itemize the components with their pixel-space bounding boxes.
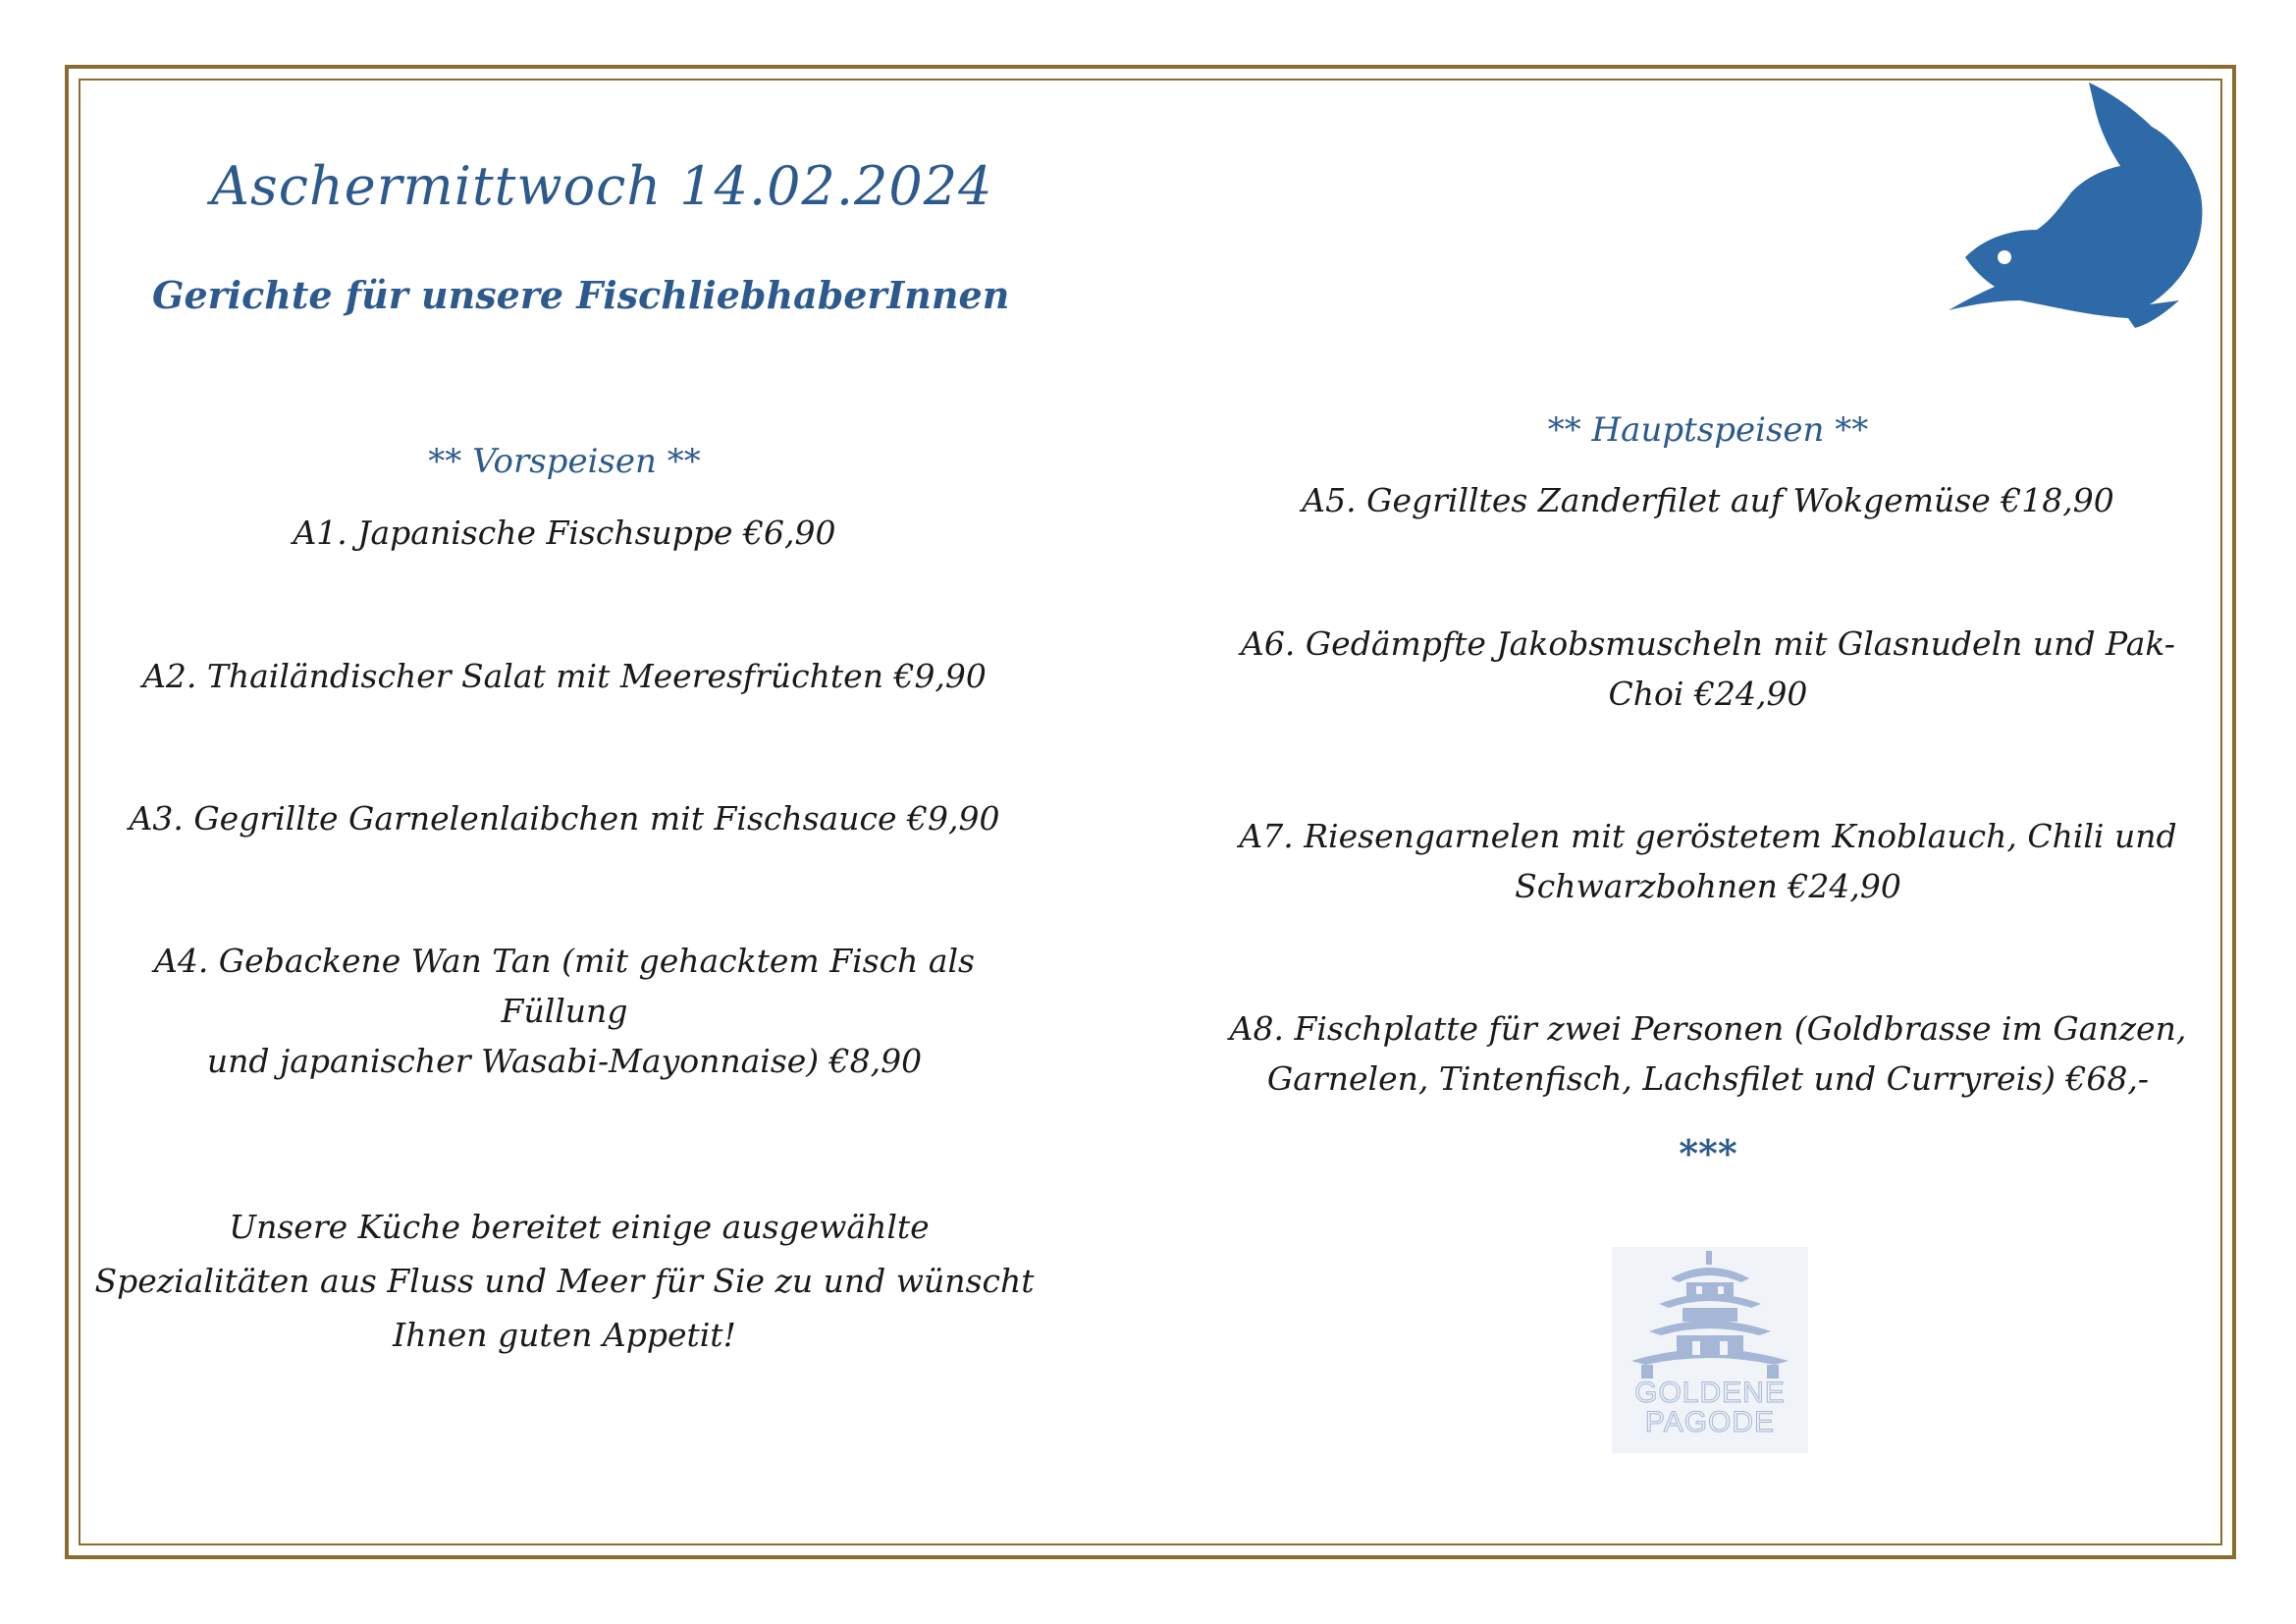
menu-item-a5 [1207,475,2209,525]
mains-heading: ** Hauptspeisen ** [1547,410,1869,450]
closing-line: Ihnen guten Appetit! [393,1316,736,1354]
menu-item-a7 [1207,811,2209,911]
menu-item-line: A4. Gebackene Wan Tan (mit gehacktem Fisch als Füllung [154,942,975,1030]
menu-subtitle: Gerichte für unsere FischliebhaberInnen [152,273,1010,317]
restaurant-logo [1612,1247,1808,1453]
logo-text-line: PAGODE [1644,1406,1776,1438]
menu-item-text: A5. Gegrilltes Zanderfilet auf Wokgemüse €18,90 [1302,481,2114,519]
menu-item-line: A6. Gedämpfte Jakobsmuscheln mit Glasnudeln und Pak- [1241,624,2175,663]
fish-icon [1944,82,2209,334]
menu-item-text: A3. Gegrillte Garnelenlaibchen mit Fischsauce €9,90 [129,799,1000,838]
menu-title: Aschermittwoch 14.02.2024 [211,155,993,217]
menu-item-line: Garnelen, Tintenfisch, Lachsfilet und Curryreis) €68,- [1266,1059,2150,1098]
menu-item-line: und japanischer Wasabi-Mayonnaise) €8,90 [206,1042,923,1080]
menu-item-a3 [88,793,1041,843]
menu-item-a4 [88,936,1041,1086]
closing-line: Spezialitäten aus Fluss und Meer für Sie zu und wünscht [94,1262,1035,1300]
closing-note [88,1200,1041,1362]
menu-item-text: A1. Japanische Fischsuppe €6,90 [293,514,836,552]
menu-item-a8 [1207,1003,2209,1104]
end-mark: *** [1679,1131,1737,1175]
menu-item-line: Schwarzbohnen €24,90 [1515,867,1901,905]
menu-item-a2 [88,651,1041,701]
logo-text-line: GOLDENE [1634,1377,1786,1409]
menu-item-line: A8. Fischplatte für zwei Personen (Goldbrasse im Ganzen, [1229,1009,2187,1048]
pagoda-icon [1612,1247,1808,1384]
menu-item-line: Choi €24,90 [1608,675,1808,713]
menu-item-line: A7. Riesengarnelen mit geröstetem Knoblauch, Chili und [1239,817,2177,855]
menu-item-a1 [88,508,1041,558]
menu-item-text: A2. Thailändischer Salat mit Meeresfrüchten €9,90 [142,657,987,695]
menu-item-a6 [1207,619,2209,719]
starters-heading: ** Vorspeisen ** [428,442,701,481]
closing-line: Unsere Küche bereitet einige ausgewählte [229,1208,930,1246]
